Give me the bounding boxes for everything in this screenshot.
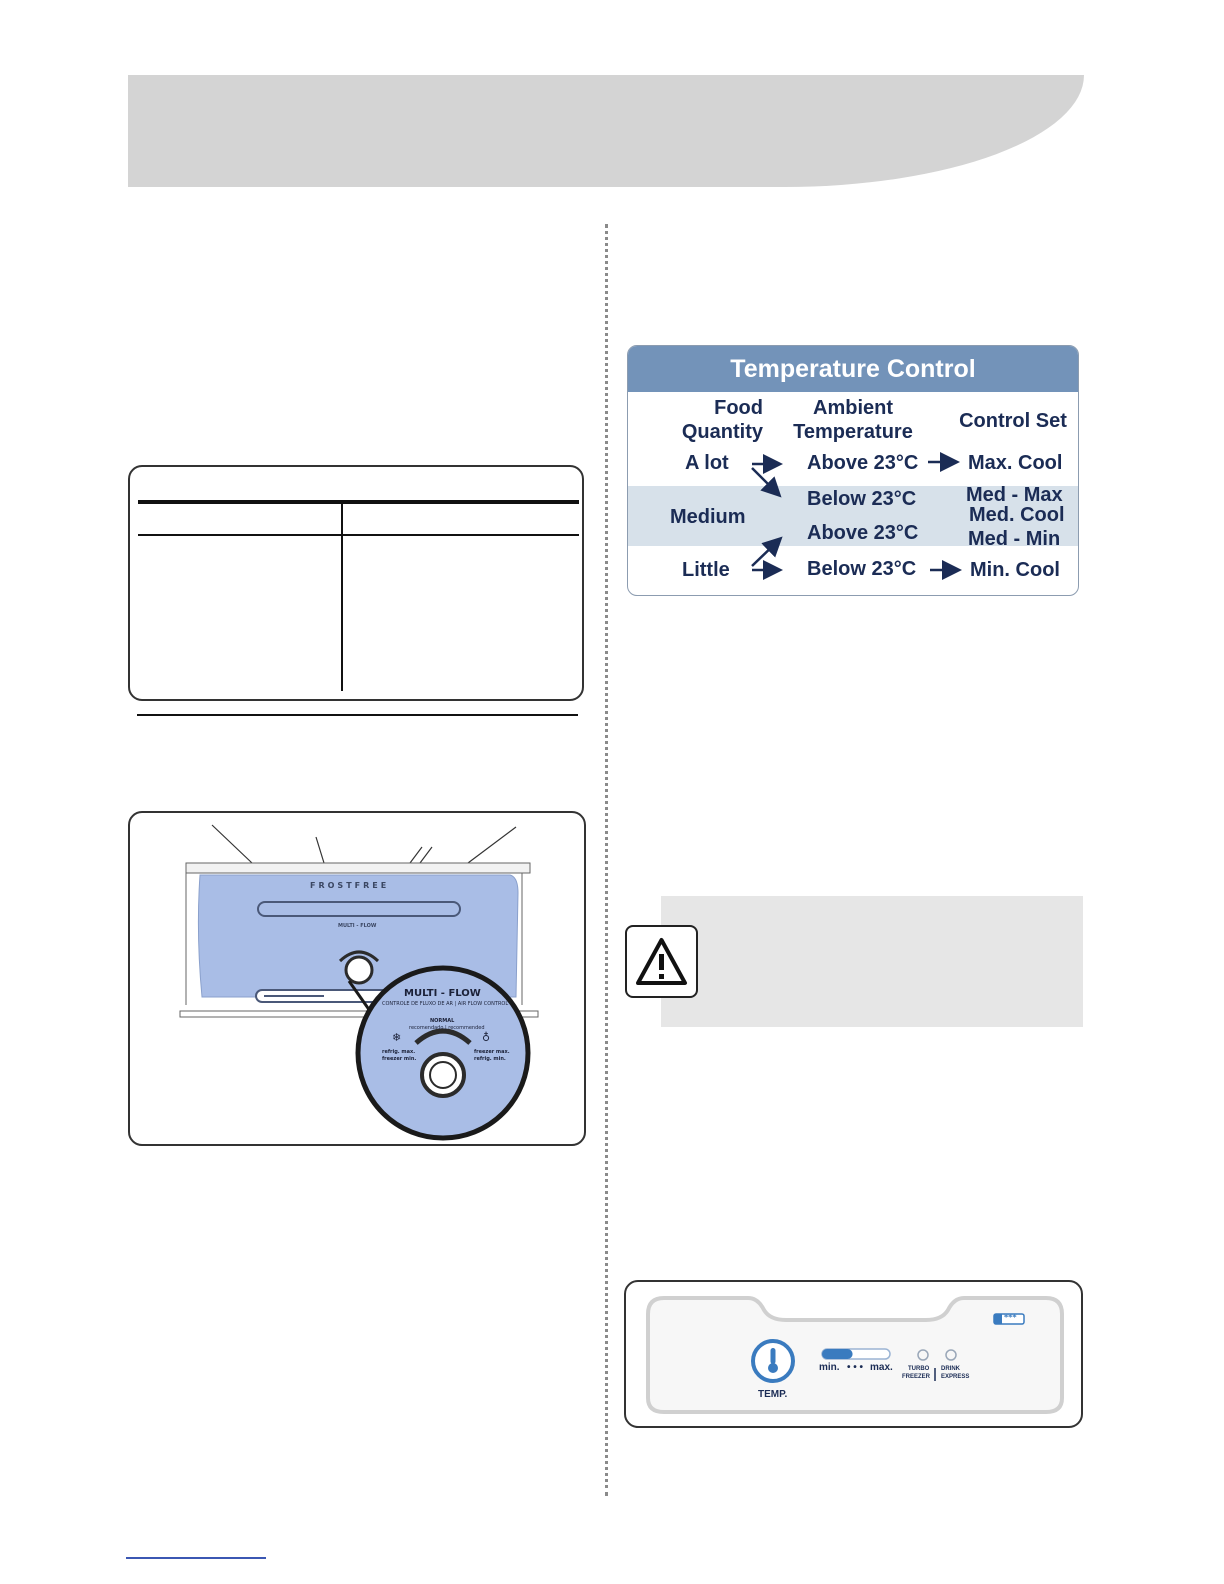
row-a-lot: A lot xyxy=(685,452,729,474)
ambient-above-1: Above 23°C xyxy=(807,452,919,474)
header-control-set: Control Set xyxy=(959,410,1067,432)
header-food-line-1: Food xyxy=(714,397,763,419)
empty-table-box xyxy=(128,465,584,701)
footer-rule xyxy=(126,1557,266,1559)
header-ambient-line-1: Ambient xyxy=(813,397,893,419)
table-top-rule xyxy=(138,500,579,504)
turbo-label-line-2: FREEZER xyxy=(902,1374,931,1380)
snowflake-icon: ❄ xyxy=(392,1031,402,1044)
drink-label-line-2: EXPRESS xyxy=(941,1374,970,1380)
level-dots: • • • xyxy=(847,1362,864,1373)
column-divider xyxy=(605,224,608,1496)
section-rule xyxy=(137,714,578,716)
drink-label-line-1: DRINK xyxy=(941,1366,960,1372)
table-header-rule xyxy=(138,534,579,536)
row-little: Little xyxy=(682,559,730,581)
row-medium: Medium xyxy=(670,506,746,528)
arrow-right-icon xyxy=(752,462,957,570)
mini-control-title: MULTI - FLOW xyxy=(338,923,377,929)
header-food-line-2: Quantity xyxy=(681,421,763,443)
temperature-control-table xyxy=(627,345,1079,596)
warning-icon-box xyxy=(625,925,698,998)
control-min-cool: Min. Cool xyxy=(970,559,1060,581)
header-ambient-line-2: Temperature xyxy=(793,421,913,443)
control-panel-outline xyxy=(626,1282,1085,1430)
bottle-icon: ♁ xyxy=(482,1031,491,1044)
header-band xyxy=(128,75,1084,187)
control-med-cool: Med. Cool xyxy=(969,504,1065,526)
ambient-above-2: Above 23°C xyxy=(807,522,919,544)
min-label: min. xyxy=(819,1362,840,1373)
control-max-cool: Max. Cool xyxy=(968,452,1063,474)
left-setting-line-1: refrig. max. xyxy=(382,1049,416,1055)
fridge-brand: FROSTFREE xyxy=(310,881,390,890)
control-panel-illustration xyxy=(624,1280,1083,1428)
warning-note-background xyxy=(661,896,1083,1027)
temp-label: TEMP. xyxy=(758,1389,788,1400)
ambient-below-1: Below 23°C xyxy=(807,488,917,510)
control-med-min: Med - Min xyxy=(968,528,1061,550)
right-setting-line-2: refrig. min. xyxy=(474,1056,506,1062)
max-label: max. xyxy=(870,1362,893,1373)
fridge-illustration xyxy=(128,811,586,1146)
ambient-below-2: Below 23°C xyxy=(807,558,917,580)
freezer-rating: *** xyxy=(1004,1313,1017,1322)
zoom-recommended-label: recomendado | recommended xyxy=(409,1025,485,1031)
control-med-max: Med - Max xyxy=(966,484,1063,506)
flow-arrows xyxy=(628,346,1079,596)
zoom-normal-label: NORMAL xyxy=(430,1018,455,1024)
table-column-rule xyxy=(341,504,343,691)
right-setting-line-1: freezer max. xyxy=(474,1049,510,1055)
zoom-control-title: MULTI - FLOW xyxy=(404,988,481,999)
left-setting-line-2: freezer min. xyxy=(382,1056,417,1062)
zoom-control-subtitle: CONTROLE DE FLUXO DE AR | AIR FLOW CONTROL xyxy=(382,1001,509,1007)
fridge-drawing xyxy=(130,813,586,1146)
warning-triangle-icon xyxy=(627,927,696,996)
temperature-control-title: Temperature Control xyxy=(628,346,1078,392)
turbo-label-line-1: TURBO xyxy=(908,1366,930,1372)
